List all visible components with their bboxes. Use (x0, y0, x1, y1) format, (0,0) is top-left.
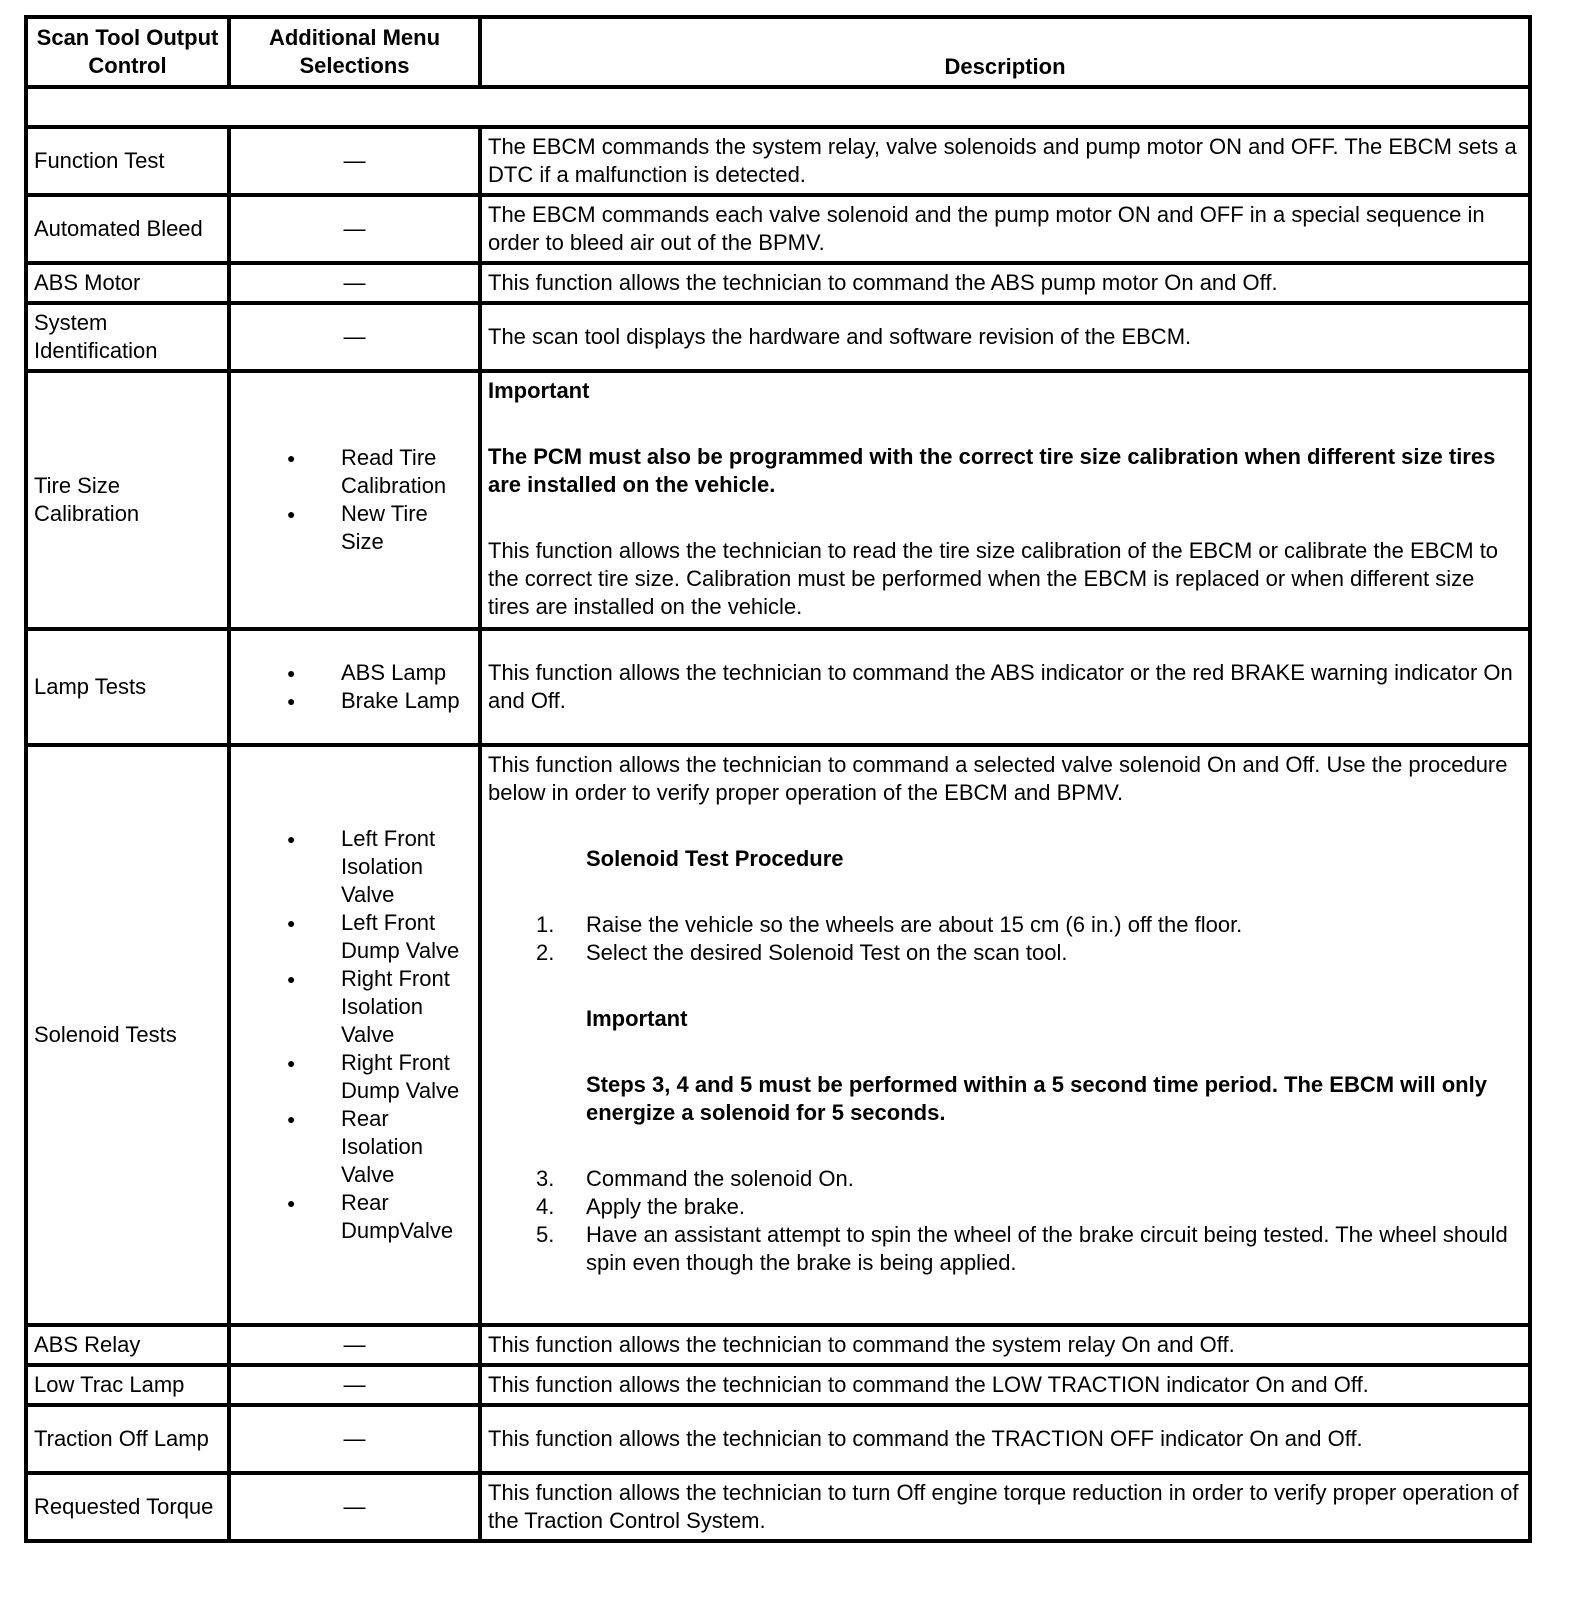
row-menu: — (229, 195, 480, 263)
list-item: ● Left Front Isolation Valve (285, 825, 472, 909)
table-row (26, 303, 1530, 371)
row-menu: — (229, 303, 480, 371)
scan-tool-output-table (24, 15, 1532, 1543)
step-number: 1. (536, 912, 555, 937)
row-description: The scan tool displays the hardware and software revision of the EBCM. (480, 303, 1530, 371)
menu-list (237, 659, 472, 715)
list-item: ● Rear DumpValve (285, 1189, 472, 1245)
important-heading: Important (488, 378, 590, 403)
list-item: ● ABS Lamp (285, 659, 472, 687)
procedure-steps (488, 1165, 1522, 1277)
spacer-cell (26, 87, 1530, 127)
step-number: 3. (536, 1166, 555, 1191)
row-description: The EBCM commands the system relay, valve solenoids and pump motor ON and OFF. The EBCM sets a DTC if a malfunction is detected. (480, 127, 1530, 195)
row-menu: — (229, 1473, 480, 1541)
table-row (26, 127, 1530, 195)
row-name: Lamp Tests (26, 629, 229, 745)
menu-list (237, 444, 472, 556)
row-menu (229, 371, 480, 629)
table-row (26, 745, 1530, 1325)
description-text: This function allows the technician to read the tire size calibration of the EBCM or calibrate the EBCM to the correct tire size. Calibration must be performed when the EBCM is replaced or when different size tires are installed on the vehicle. (488, 538, 1499, 619)
step-text: Command the solenoid On. (586, 1166, 854, 1191)
spacer-row (26, 87, 1530, 127)
header-output-control: Scan Tool Output Control (26, 17, 229, 87)
row-description (480, 745, 1530, 1325)
description-text: This function allows the technician to command a selected valve solenoid On and Off. Use the procedure below in order to verify proper operation of the EBCM and BPMV. (488, 752, 1508, 805)
procedure-step (536, 1165, 1522, 1193)
row-name: Traction Off Lamp (26, 1405, 229, 1473)
row-menu (229, 745, 480, 1325)
row-menu (229, 629, 480, 745)
important-note: The PCM must also be programmed with the correct tire size calibration when different size tires are installed on the vehicle. (488, 444, 1496, 497)
procedure-steps (488, 911, 1522, 967)
step-text: Have an assistant attempt to spin the wheel of the brake circuit being tested. The wheel should spin even though the brake is being applied. (586, 1222, 1508, 1275)
row-description: This function allows the technician to command the TRACTION OFF indicator On and Off. (480, 1405, 1530, 1473)
row-description: This function allows the technician to turn Off engine torque reduction in order to verify proper operation of the Traction Control System. (480, 1473, 1530, 1541)
table-row (26, 1405, 1530, 1473)
table-row (26, 195, 1530, 263)
step-text: Select the desired Solenoid Test on the scan tool. (586, 940, 1068, 965)
row-menu: — (229, 1365, 480, 1405)
row-name: ABS Relay (26, 1325, 229, 1365)
row-name: ABS Motor (26, 263, 229, 303)
procedure-step (536, 1221, 1522, 1277)
important-heading: Important (586, 1006, 688, 1031)
table-row (26, 263, 1530, 303)
step-number: 5. (536, 1222, 555, 1247)
row-name: Solenoid Tests (26, 745, 229, 1325)
list-item: ● Read Tire Calibration (285, 444, 472, 500)
row-name: Low Trac Lamp (26, 1365, 229, 1405)
row-description: The EBCM commands each valve solenoid and the pump motor ON and OFF in a special sequence in order to bleed air out of the BPMV. (480, 195, 1530, 263)
table-row (26, 1365, 1530, 1405)
procedure-step (536, 1193, 1522, 1221)
row-description: This function allows the technician to command the ABS pump motor On and Off. (480, 263, 1530, 303)
list-item: ● Left Front Dump Valve (285, 909, 472, 965)
row-description: This function allows the technician to command the LOW TRACTION indicator On and Off. (480, 1365, 1530, 1405)
step-number: 2. (536, 940, 555, 965)
row-menu: — (229, 1405, 480, 1473)
row-menu: — (229, 1325, 480, 1365)
row-name: System Identification (26, 303, 229, 371)
row-name: Requested Torque (26, 1473, 229, 1541)
procedure-step (536, 911, 1522, 939)
list-item: ● New Tire Size (285, 500, 472, 556)
row-name: Function Test (26, 127, 229, 195)
row-description (480, 371, 1530, 629)
row-menu: — (229, 127, 480, 195)
step-text: Apply the brake. (586, 1194, 745, 1219)
step-text: Raise the vehicle so the wheels are about 15 cm (6 in.) off the floor. (586, 912, 1243, 937)
procedure-title: Solenoid Test Procedure (586, 846, 844, 871)
row-name: Tire Size Calibration (26, 371, 229, 629)
header-menu-selections: Additional Menu Selections (229, 17, 480, 87)
list-item: ● Right Front Isolation Valve (285, 965, 472, 1049)
table-row (26, 371, 1530, 629)
list-item: ● Brake Lamp (285, 687, 472, 715)
step-number: 4. (536, 1194, 555, 1219)
table-header-row (26, 17, 1530, 87)
row-description: This function allows the technician to command the ABS indicator or the red BRAKE warning indicator On and Off. (480, 629, 1530, 745)
menu-list (237, 825, 472, 1245)
important-note: Steps 3, 4 and 5 must be performed within a 5 second time period. The EBCM will only energize a solenoid for 5 seconds. (586, 1072, 1487, 1125)
header-description: Description (480, 17, 1530, 87)
procedure-step (536, 939, 1522, 967)
table-row (26, 1325, 1530, 1365)
table-row (26, 629, 1530, 745)
table-row (26, 1473, 1530, 1541)
list-item: ● Right Front Dump Valve (285, 1049, 472, 1105)
row-name: Automated Bleed (26, 195, 229, 263)
list-item: ● Rear Isolation Valve (285, 1105, 472, 1189)
row-description: This function allows the technician to command the system relay On and Off. (480, 1325, 1530, 1365)
row-menu: — (229, 263, 480, 303)
